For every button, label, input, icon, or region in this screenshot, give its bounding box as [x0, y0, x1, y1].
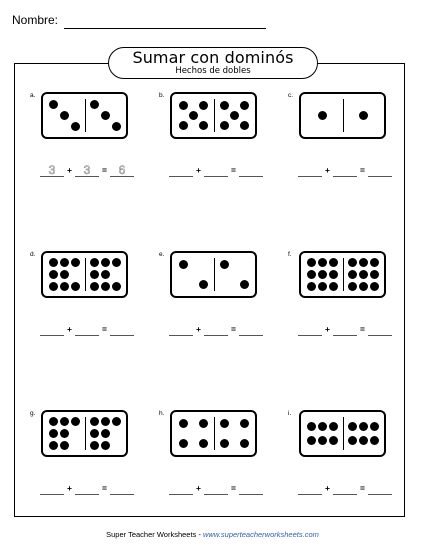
domino-pip: [359, 436, 368, 445]
domino-divider: [214, 99, 216, 132]
domino-pip: [318, 422, 327, 431]
answer-blank[interactable]: [298, 323, 322, 336]
answer-blank[interactable]: [110, 482, 134, 495]
domino-pip: [329, 258, 338, 267]
domino-pip: [101, 417, 110, 426]
domino-pip: [71, 417, 80, 426]
domino-pip: [179, 121, 188, 130]
addition-equation: [288, 482, 400, 496]
domino-pip: [348, 282, 357, 291]
domino-pip: [307, 422, 316, 431]
problem-letter: i.: [288, 410, 292, 417]
domino-pip: [49, 258, 58, 267]
answer-blank[interactable]: [40, 482, 64, 495]
domino-pip: [240, 101, 249, 110]
domino-pip: [220, 121, 229, 130]
domino-pip: [199, 101, 208, 110]
plus-sign: +: [67, 165, 72, 175]
domino-divider: [85, 417, 87, 450]
answer-blank[interactable]: [298, 164, 322, 177]
domino-pip: [318, 258, 327, 267]
domino-pip: [359, 422, 368, 431]
domino-pip: [60, 270, 69, 279]
problem-item: [288, 92, 400, 212]
domino-pip: [348, 258, 357, 267]
domino: [41, 251, 128, 298]
addition-equation: [159, 482, 271, 496]
plus-sign: +: [67, 324, 72, 334]
domino-pip: [90, 270, 99, 279]
equals-sign: =: [231, 483, 236, 493]
domino-divider: [343, 99, 345, 132]
problem-item: [30, 92, 142, 212]
name-field[interactable]: [64, 16, 266, 29]
domino-pip: [112, 417, 121, 426]
domino-pip: [370, 422, 379, 431]
plus-sign: +: [325, 324, 330, 334]
domino-pip: [112, 282, 121, 291]
domino-pip: [318, 436, 327, 445]
answer-blank[interactable]: [333, 482, 357, 495]
domino-pip: [179, 419, 188, 428]
domino-pip: [60, 258, 69, 267]
answer-blank[interactable]: [110, 164, 134, 177]
domino-pip: [199, 280, 208, 289]
domino-pip: [179, 260, 188, 269]
answer-blank[interactable]: [239, 323, 263, 336]
footer-brand: Super Teacher Worksheets: [106, 530, 197, 539]
domino-pip: [101, 111, 110, 120]
domino-pip: [49, 417, 58, 426]
answer-blank[interactable]: [40, 323, 64, 336]
traced-answer: 3: [83, 163, 91, 177]
addition-equation: [30, 323, 142, 337]
domino-pip: [90, 258, 99, 267]
answer-blank[interactable]: [333, 323, 357, 336]
title-banner: [108, 47, 318, 79]
equals-sign: =: [102, 483, 107, 493]
domino-pip: [230, 111, 239, 120]
domino-pip: [112, 258, 121, 267]
domino-pip: [90, 417, 99, 426]
domino-pip: [220, 101, 229, 110]
equals-sign: =: [102, 165, 107, 175]
domino-pip: [348, 422, 357, 431]
domino-divider: [343, 258, 345, 291]
traced-answer: 6: [118, 163, 126, 177]
domino-pip: [90, 282, 99, 291]
domino: [170, 251, 257, 298]
plus-sign: +: [196, 324, 201, 334]
domino-pip: [189, 111, 198, 120]
addition-equation: [288, 323, 400, 337]
equals-sign: =: [360, 165, 365, 175]
problem-item: [159, 410, 271, 530]
domino-pip: [329, 436, 338, 445]
problem-letter: a.: [30, 92, 36, 99]
domino-pip: [329, 282, 338, 291]
domino-pip: [60, 417, 69, 426]
answer-blank[interactable]: [204, 164, 228, 177]
domino-divider: [343, 417, 345, 450]
addition-equation: [30, 482, 142, 496]
footer-separator: -: [196, 530, 203, 539]
domino-pip: [359, 258, 368, 267]
answer-blank[interactable]: [239, 482, 263, 495]
name-label: Nombre:: [12, 13, 59, 27]
footer-url[interactable]: www.superteacherworksheets.com: [202, 530, 319, 539]
domino-pip: [307, 258, 316, 267]
domino-pip: [49, 100, 58, 109]
equals-sign: =: [231, 324, 236, 334]
domino-pip: [329, 422, 338, 431]
domino-pip: [318, 270, 327, 279]
domino-pip: [240, 280, 249, 289]
domino-pip: [307, 282, 316, 291]
domino-pip: [199, 439, 208, 448]
domino-pip: [220, 439, 229, 448]
traced-answer: 3: [48, 163, 56, 177]
answer-blank[interactable]: [110, 323, 134, 336]
domino-divider: [85, 258, 87, 291]
answer-blank[interactable]: [75, 323, 99, 336]
domino-divider: [214, 258, 216, 291]
domino-pip: [101, 282, 110, 291]
domino-pip: [348, 270, 357, 279]
domino-pip: [199, 419, 208, 428]
domino-pip: [370, 436, 379, 445]
answer-blank[interactable]: [204, 323, 228, 336]
addition-equation: [159, 164, 271, 178]
domino-pip: [71, 122, 80, 131]
domino-pip: [49, 429, 58, 438]
worksheet-subtitle: Hechos de dobles: [175, 66, 251, 76]
problem-letter: h.: [159, 410, 165, 417]
domino-pip: [71, 282, 80, 291]
domino-pip: [329, 270, 338, 279]
domino-pip: [370, 282, 379, 291]
domino-pip: [179, 439, 188, 448]
domino-pip: [307, 270, 316, 279]
domino-pip: [112, 122, 121, 131]
domino-pip: [318, 282, 327, 291]
domino-pip: [359, 111, 368, 120]
equals-sign: =: [360, 483, 365, 493]
domino-pip: [359, 282, 368, 291]
problem-letter: f.: [288, 251, 292, 258]
domino-pip: [359, 270, 368, 279]
domino-pip: [49, 282, 58, 291]
equals-sign: =: [231, 165, 236, 175]
domino-pip: [240, 419, 249, 428]
domino-pip: [220, 260, 229, 269]
domino-pip: [101, 441, 110, 450]
domino-divider: [214, 417, 216, 450]
domino: [41, 92, 128, 139]
domino-pip: [220, 419, 229, 428]
domino-pip: [101, 270, 110, 279]
domino-pip: [71, 258, 80, 267]
answer-blank[interactable]: [40, 164, 64, 177]
domino-pip: [90, 429, 99, 438]
problem-letter: c.: [288, 92, 294, 99]
answer-blank[interactable]: [368, 164, 392, 177]
domino: [41, 410, 128, 457]
problem-letter: b.: [159, 92, 165, 99]
answer-blank[interactable]: [169, 164, 193, 177]
domino: [299, 410, 386, 457]
addition-equation: [159, 323, 271, 337]
domino-pip: [240, 121, 249, 130]
domino: [299, 251, 386, 298]
problem-letter: e.: [159, 251, 165, 258]
problem-item: [30, 410, 142, 530]
answer-blank[interactable]: [75, 482, 99, 495]
domino-pip: [49, 441, 58, 450]
domino-pip: [240, 439, 249, 448]
footer: [0, 530, 425, 539]
domino-pip: [101, 258, 110, 267]
answer-blank[interactable]: [368, 323, 392, 336]
domino-pip: [370, 258, 379, 267]
domino-pip: [60, 441, 69, 450]
domino-pip: [307, 436, 316, 445]
domino-pip: [318, 111, 327, 120]
problem-letter: d.: [30, 251, 36, 258]
answer-blank[interactable]: [169, 323, 193, 336]
plus-sign: +: [67, 483, 72, 493]
equals-sign: =: [360, 324, 365, 334]
answer-blank[interactable]: [298, 482, 322, 495]
domino-pip: [370, 270, 379, 279]
plus-sign: +: [196, 165, 201, 175]
problem-letter: g.: [30, 410, 36, 417]
domino-pip: [60, 282, 69, 291]
plus-sign: +: [325, 165, 330, 175]
name-line: [12, 11, 272, 29]
plus-sign: +: [325, 483, 330, 493]
domino: [170, 410, 257, 457]
addition-equation: [288, 164, 400, 178]
answer-blank[interactable]: [204, 482, 228, 495]
domino-pip: [179, 101, 188, 110]
answer-blank[interactable]: [75, 164, 99, 177]
problem-item: [159, 251, 271, 371]
worksheet-title: Sumar con dominós: [132, 48, 294, 67]
domino-pip: [60, 429, 69, 438]
problem-item: [288, 410, 400, 530]
equals-sign: =: [102, 324, 107, 334]
problem-item: [30, 251, 142, 371]
answer-blank[interactable]: [239, 164, 263, 177]
plus-sign: +: [196, 483, 201, 493]
domino-pip: [101, 429, 110, 438]
domino-pip: [60, 111, 69, 120]
domino: [299, 92, 386, 139]
problem-item: [288, 251, 400, 371]
answer-blank[interactable]: [169, 482, 193, 495]
domino-pip: [90, 441, 99, 450]
addition-equation: [30, 164, 142, 178]
domino-pip: [199, 121, 208, 130]
problem-item: [159, 92, 271, 212]
domino-divider: [85, 99, 87, 132]
domino: [170, 92, 257, 139]
domino-pip: [49, 270, 58, 279]
domino-pip: [90, 100, 99, 109]
answer-blank[interactable]: [368, 482, 392, 495]
domino-pip: [348, 436, 357, 445]
answer-blank[interactable]: [333, 164, 357, 177]
